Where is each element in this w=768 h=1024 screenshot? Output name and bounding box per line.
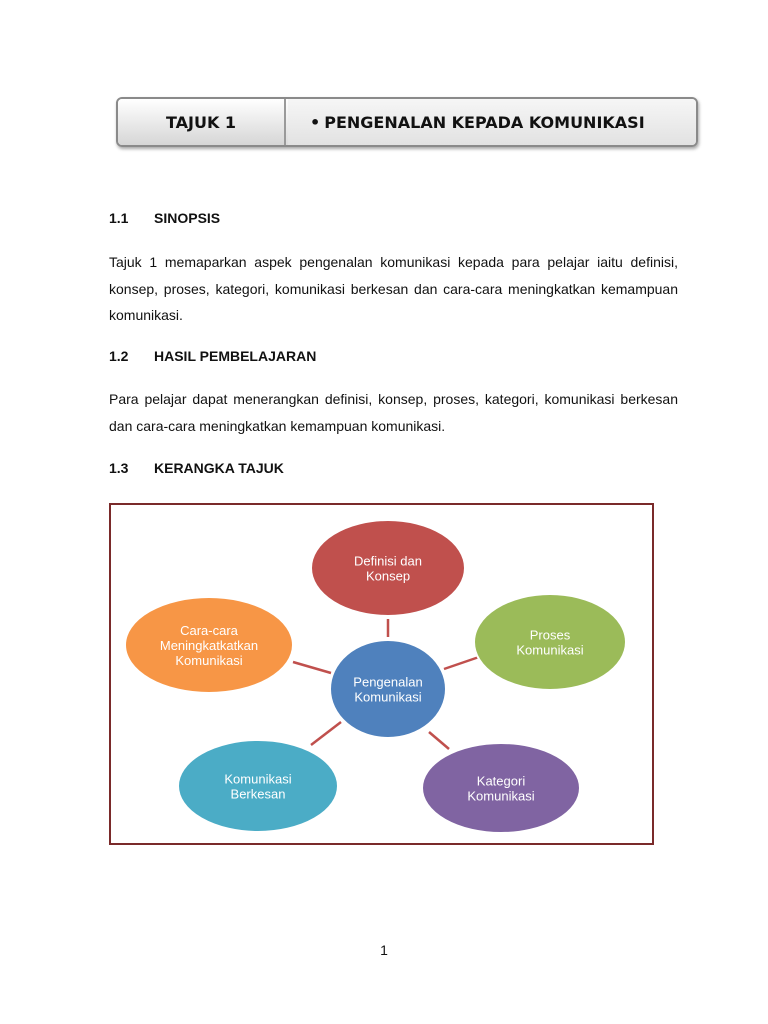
node-berkesan-label: Komunikasi — [224, 771, 292, 787]
node-center-pengenalan-label: Pengenalan — [353, 674, 423, 690]
topic-label: TAJUK 1 — [118, 99, 286, 145]
synopsis-paragraph: Tajuk 1 memaparkan aspek pengenalan komunikasi kepada para pelajar iaitu definisi, konsep, proses, kategori, komunikasi berkesan dan cara-cara meningkatkan kemampuan komunikasi. — [109, 254, 678, 323]
node-cara — [125, 597, 293, 693]
section-title: SINOPSIS — [154, 210, 221, 226]
bullet-icon: • — [310, 112, 321, 132]
node-kategori-label: Komunikasi — [467, 788, 535, 804]
node-center-pengenalan — [330, 640, 446, 738]
topic-title: PENGENALAN KEPADA KOMUNIKASI — [324, 112, 645, 132]
topic-title-box — [288, 99, 696, 145]
node-kategori — [422, 743, 580, 833]
section-number: 1.3 — [109, 460, 129, 476]
node-definisi — [311, 520, 465, 616]
node-berkesan — [178, 740, 338, 832]
framework-svg — [111, 505, 652, 843]
node-cara-label: Meningkatkatkan — [159, 638, 259, 653]
topic-framework-diagram — [109, 503, 654, 845]
node-center-pengenalan-label: Komunikasi — [354, 689, 422, 705]
node-kategori-label: Kategori — [476, 773, 526, 789]
node-berkesan-label: Berkesan — [230, 786, 286, 802]
section-number: 1.1 — [109, 210, 129, 226]
section-number: 1.2 — [109, 348, 129, 364]
node-definisi-label: Definisi dan — [354, 553, 422, 569]
section-heading-kerangka — [109, 460, 284, 476]
topic-banner — [116, 97, 698, 147]
node-proses-label: Proses — [529, 627, 571, 643]
node-definisi-label: Konsep — [365, 568, 411, 584]
section-heading-sinopsis — [109, 210, 220, 226]
connector-berkesan — [311, 722, 341, 745]
connector-cara — [293, 662, 331, 673]
section-title: HASIL PEMBELAJARAN — [154, 348, 317, 364]
node-proses — [474, 594, 626, 690]
section-title: KERANGKA TAJUK — [154, 460, 284, 476]
node-cara-label: Komunikasi — [175, 653, 243, 668]
outcome-paragraph: Para pelajar dapat menerangkan definisi, konsep, proses, kategori, komunikasi berkesan dan cara-cara meningkatkan kemampuan komunikasi. — [109, 391, 678, 434]
page-number: 1 — [380, 942, 388, 958]
node-cara-label: Cara-cara — [180, 623, 238, 638]
section-heading-hasil — [109, 348, 316, 364]
connector-kategori — [429, 732, 449, 749]
connector-proses — [444, 657, 479, 669]
node-proses-label: Komunikasi — [516, 642, 584, 658]
